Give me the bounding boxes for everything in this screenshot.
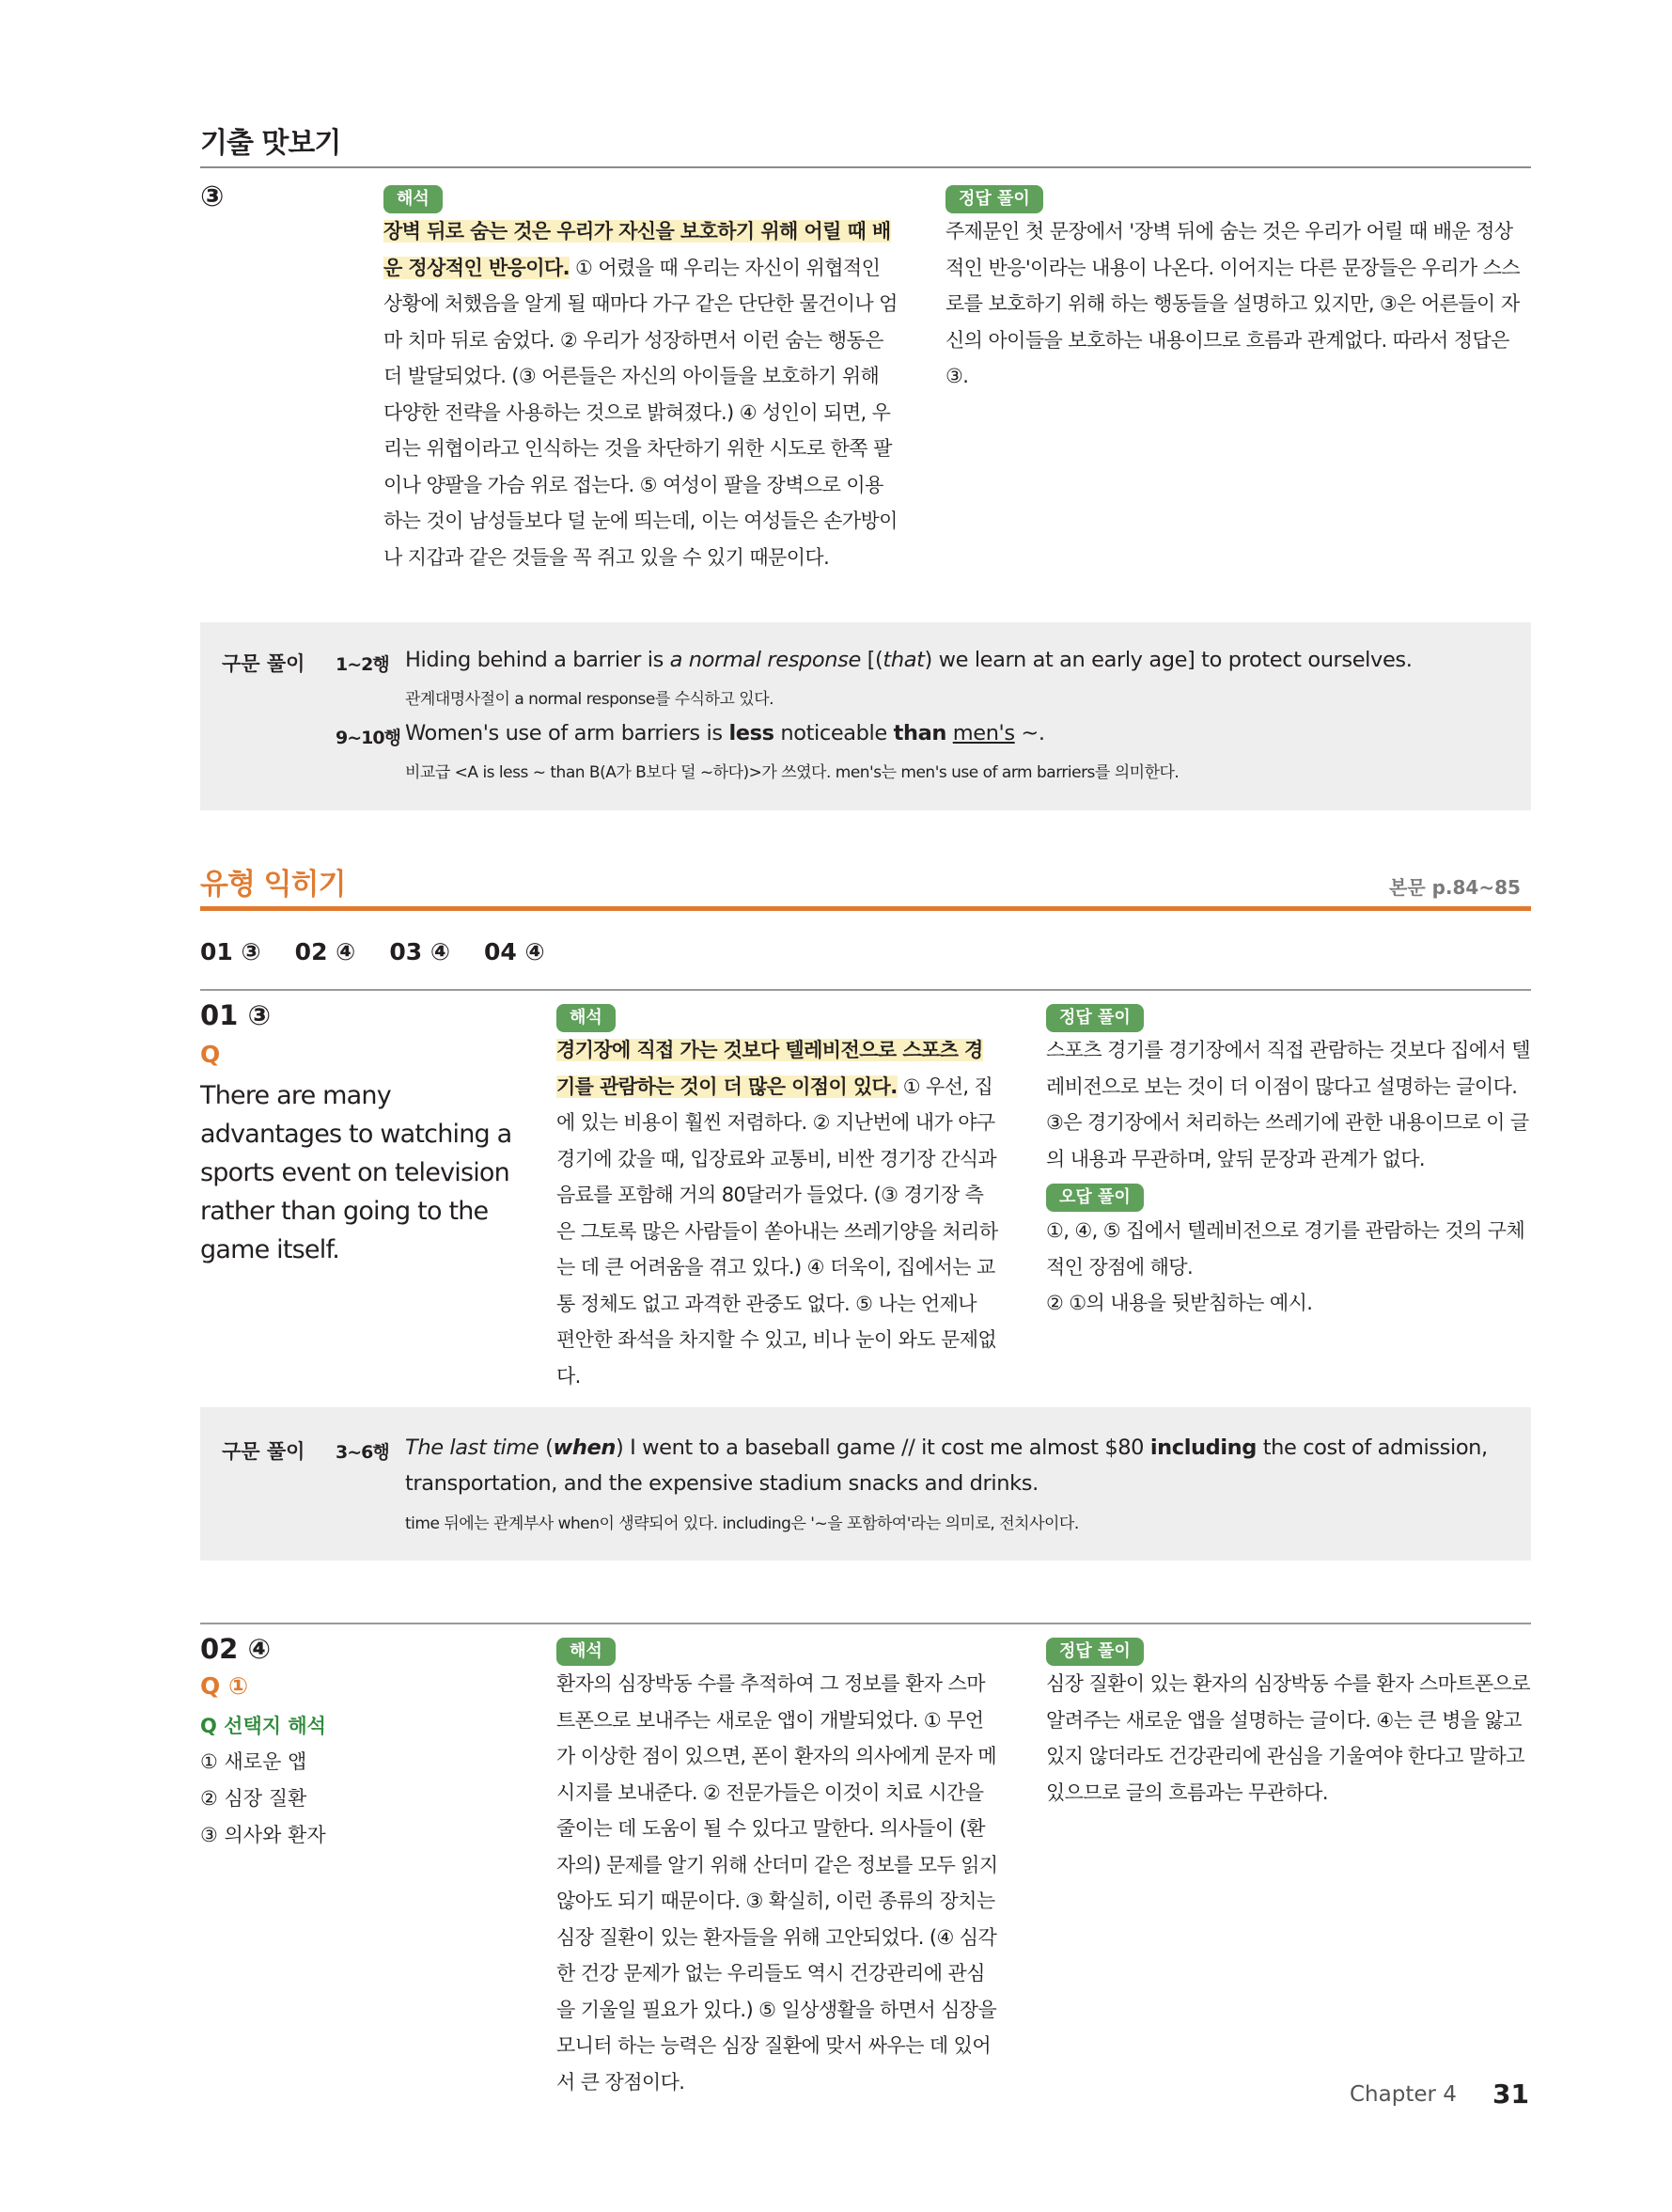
- divider-orange: [200, 906, 1531, 911]
- choice-item: ① 새로운 앱: [200, 1750, 307, 1773]
- grammar-text: [(: [860, 648, 883, 672]
- question-answer-text: There are many advantages to watching a sports event on television rather than going to the game itself.: [200, 1081, 512, 1264]
- grammar-note: 비교급 <A is less ~ than B(A가 B보다 덜 ~하다)>가 쓰였다. men's는 men's use of arm barriers를 의미한다.: [405, 763, 1180, 782]
- grammar-line-ref: 3~6행: [336, 1442, 389, 1463]
- answer-key-item: 03 ④: [389, 938, 451, 965]
- choice-item: ② 심장 질환: [200, 1787, 307, 1810]
- answer-key-item: 01 ③: [200, 938, 261, 965]
- grammar-text: Hiding behind a barrier is: [405, 648, 670, 672]
- solution-text: 주제문인 첫 문장에서 '장벽 뒤에 숨는 것은 우리가 어릴 때 배운 정상적인 반응'이라는 내용이 나온다. 이어지는 다른 문장들은 우리가 스스로를 보호하기 위해 하는 행동들을 설명하고 있지만, ③은 어른들이 자신의 아이들을 보호하는 내용이므로 흐름과 관계없다. 따라서 정답은 ③.: [945, 220, 1521, 387]
- interpret-badge: 해석: [383, 185, 443, 213]
- grammar-text: (: [539, 1435, 554, 1460]
- grammar-note: 관계대명사절이 a normal response를 수식하고 있다.: [405, 690, 774, 709]
- section-title-past-exam: 기출 맛보기: [200, 127, 341, 160]
- solution-badge: 정답 풀이: [1046, 1004, 1144, 1032]
- page-reference: 본문 p.84~85: [1389, 876, 1521, 899]
- grammar-text: ) we learn at an early age] to protect ourselves.: [924, 648, 1413, 672]
- wrong-answer-badge: 오답 풀이: [1046, 1184, 1144, 1212]
- solution-badge: 정답 풀이: [945, 185, 1043, 213]
- grammar-text: [946, 721, 953, 745]
- interpret-body: ① 어렸을 때 우리는 자신이 위협적인 상황에 처했음을 알게 될 때마다 가구 같은 단단한 물건이나 엄마 치마 뒤로 숨었다. ② 우리가 성장하면서 이런 숨는 행동은 더 발달되었다. (③ 어른들은 자신의 아이들을 보호하기 위해 다양한 전략을 사용하는 것으로 밝혀졌다.) ④ 성인이 되면, 우리는 위협이라고 인식하는 것을 차단하기 위한 시도로 한쪽 팔이나 양팔을 가슴 위로 접는다. ⑤ 여성이 팔을 장벽으로 이용하는 것이 남성들보다 덜 눈에 띄는데, 이는 여성들은 손가방이나 지갑과 같은 것들을 꼭 쥐고 있을 수 있기 때문이다.: [383, 256, 898, 569]
- solution-text: 심장 질환이 있는 환자의 심장박동 수를 환자 스마트폰으로 알려주는 새로운 앱을 설명하는 글이다. ④는 큰 병을 앓고 있지 않더라도 건강관리에 관심을 기울여야 한다고 말하고 있으므로 글의 흐름과는 무관하다.: [1046, 1672, 1530, 1804]
- choice-item: ③ 의사와 환자: [200, 1824, 326, 1846]
- divider: [200, 1623, 1531, 1624]
- grammar-note: time 뒤에는 관계부사 when이 생략되어 있다. including은 '~을 포함하여'라는 의미로, 전치사이다.: [405, 1514, 1079, 1533]
- grammar-sentence: [405, 648, 1412, 672]
- interpret-text: 환자의 심장박동 수를 추적하여 그 정보를 환자 스마트폰으로 보내주는 새로운 앱이 개발되었다. ① 무언가 이상한 점이 있으면, 폰이 환자의 의사에게 문자 메시지를 보내준다. ② 전문가들은 이것이 치료 시간을 줄이는 데 도움이 될 수 있다고 말한다. 의사들이 (환자의) 문제를 알기 위해 산더미 같은 정보를 모두 읽지 않아도 되기 때문이다. ③ 확실히, 이런 종류의 장치는 심장 질환이 있는 환자들을 위해 고안되었다. (④ 심각한 건강 문제가 없는 우리들도 역시 건강관리에 관심을 기울일 필요가 있다.) ⑤ 일상생활을 하면서 심장을 모니터 하는 능력은 심장 질환에 맞서 싸우는 데 있어서 큰 장점이다.: [556, 1672, 998, 2094]
- answer-key-item: 02 ④: [294, 938, 356, 965]
- choice-title: Q 선택지 해석: [200, 1715, 326, 1737]
- grammar-bold: including: [1149, 1435, 1257, 1460]
- answer-mark: ③: [200, 180, 225, 213]
- grammar-text: ) I went to a baseball game // it cost me almost $80: [616, 1435, 1150, 1460]
- divider: [200, 166, 1531, 168]
- interpret-text: [383, 213, 900, 575]
- interpret-body: ① 우선, 집에 있는 비용이 훨씬 저렴하다. ② 지난번에 내가 야구 경기에 갔을 때, 입장료와 교통비, 비싼 경기장 간식과 음료를 포함해 거의 80달러가 들었다. (③ 경기장 측은 그토록 많은 사람들이 쏟아내는 쓰레기양을 처리하는 데 큰 어려움을 겪고 있다.) ④ 더욱이, 집에서는 교통 정체도 없고 과격한 관중도 없다. ⑤ 나는 언제나 편안한 좌석을 차지할 수 있고, 비나 눈이 와도 문제없다.: [556, 1075, 998, 1388]
- grammar-text: ~.: [1014, 721, 1045, 745]
- solution-text: 스포츠 경기를 경기장에서 직접 관람하는 것보다 집에서 텔레비전으로 보는 것이 더 이점이 많다고 설명하는 글이다. ③은 경기장에서 처리하는 쓰레기에 관한 내용이므로 이 글의 내용과 무관하며, 앞뒤 문장과 관계가 없다.: [1046, 1039, 1530, 1170]
- grammar-bold: than: [893, 721, 946, 745]
- grammar-italic: The last time: [405, 1435, 539, 1460]
- grammar-italic: a normal response: [669, 648, 861, 672]
- chapter-label: Chapter 4: [1350, 2082, 1457, 2107]
- answer-key-item: 04 ④: [484, 938, 545, 965]
- grammar-text: noticeable: [773, 721, 894, 745]
- grammar-sentence: [405, 1435, 1488, 1460]
- q-label: Q: [200, 1041, 221, 1068]
- interpret-badge: 해석: [556, 1638, 616, 1666]
- wrong-answer-text: ①, ④, ⑤ 집에서 텔레비전으로 경기를 관람하는 것의 구체적인 장점에 해당.: [1046, 1219, 1525, 1279]
- grammar-underline: men's: [952, 721, 1015, 745]
- grammar-italic: that: [883, 648, 925, 672]
- topic-sentence-highlight: 경기장에 직접 가는 것보다 텔레비전으로 스포츠 경기를 관람하는 것이 더 많은 이점이 있다.: [556, 1039, 983, 1098]
- grammar-bold-italic: when: [553, 1435, 616, 1460]
- divider: [200, 989, 1531, 991]
- grammar-text: Women's use of arm barriers is: [405, 721, 729, 745]
- section-title-practice: 유형 익히기: [200, 868, 346, 902]
- grammar-title: 구문 풀이: [222, 1440, 305, 1463]
- grammar-bold: less: [728, 721, 774, 745]
- solution-badge: 정답 풀이: [1046, 1638, 1144, 1666]
- grammar-title: 구문 풀이: [222, 652, 305, 675]
- question-number: 01 ③: [200, 999, 272, 1031]
- grammar-text: the cost of admission,: [1256, 1435, 1488, 1460]
- answer-key: [200, 938, 579, 965]
- grammar-sentence: [405, 721, 1045, 745]
- grammar-sentence-cont: transportation, and the expensive stadium snacks and drinks.: [405, 1471, 1039, 1496]
- question-number: 02 ④: [200, 1633, 272, 1665]
- grammar-line-ref: 9~10행: [336, 728, 400, 748]
- wrong-answer-text: ② ①의 내용을 뒷받침하는 예시.: [1046, 1292, 1313, 1314]
- grammar-line-ref: 1~2행: [336, 654, 389, 675]
- page-number: 31: [1492, 2079, 1529, 2110]
- q-label: Q ①: [200, 1672, 249, 1700]
- interpret-text: [556, 1032, 998, 1394]
- interpret-badge: 해석: [556, 1004, 616, 1032]
- topic-sentence-highlight: 장벽 뒤로 숨는 것은 우리가 자신을 보호하기 위해 어릴 때 배운 정상적인 반응이다.: [383, 220, 891, 279]
